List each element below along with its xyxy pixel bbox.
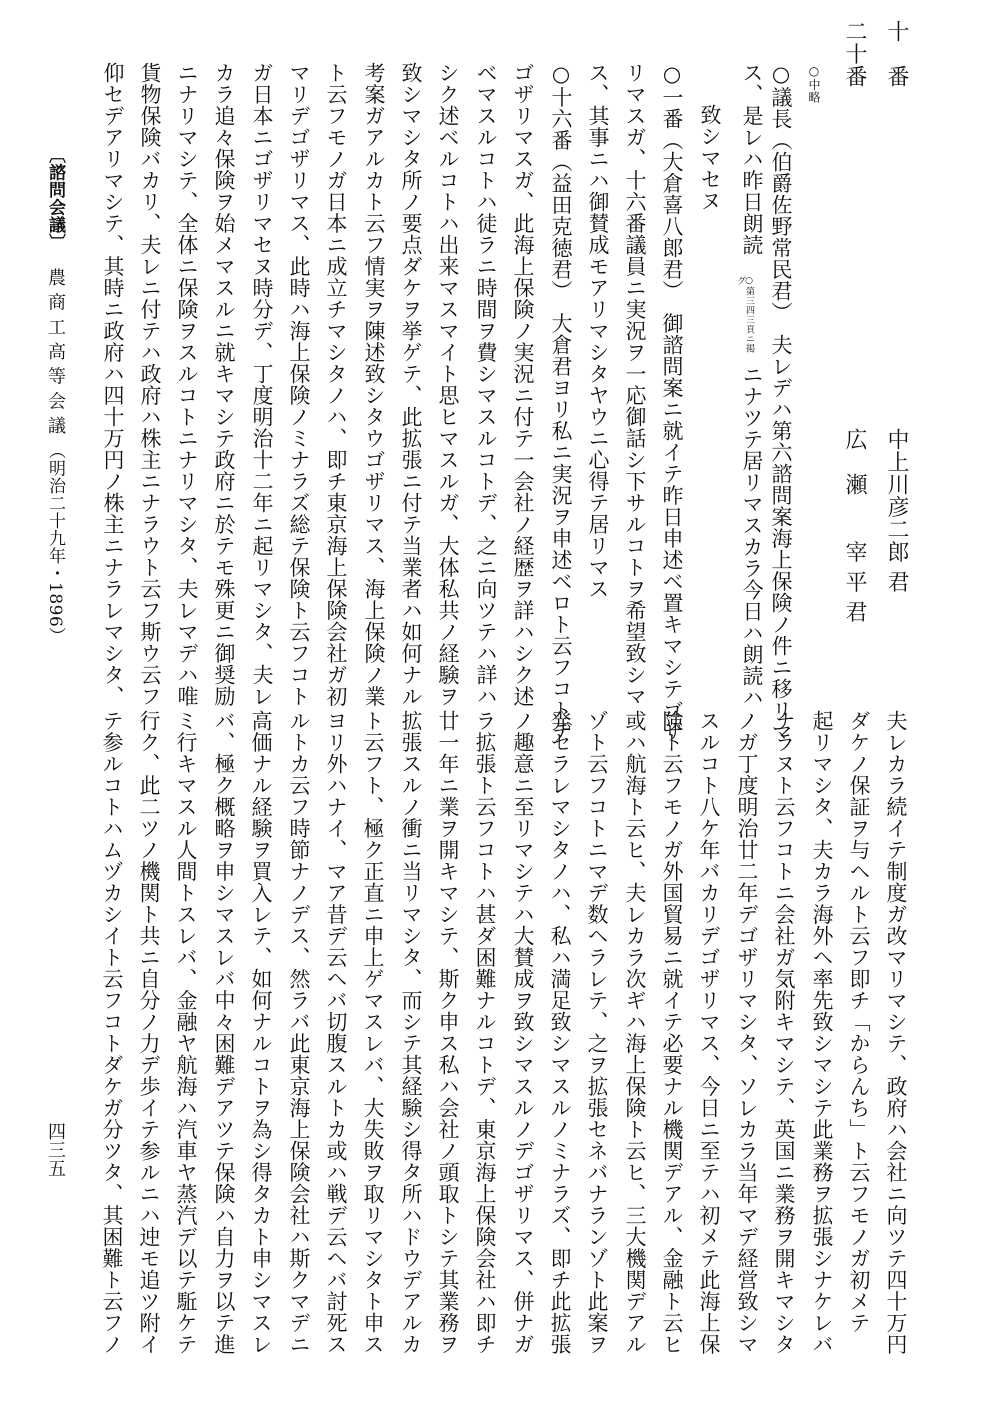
lower-line-19: バ、極ク概略ヲ申シマスレバ中々困難デアツテ保険ハ自力ヲ以テ進 [212, 710, 236, 1355]
lower-line-5: ノガ丁度明治廿二年デゴザリマシタ、ソレカラ当年マデ経営致シマ [735, 710, 759, 1355]
lower-line-16: ヨリ外ハナイ、マア昔デ云ヘバ切腹スルトカ或ハ戦デ云ヘバ討死ス [324, 710, 348, 1355]
upper-line-11: 致シマシタ所ノ要点ダケヲ挙ゲテ、此拡張ニ付テ当業者ハ如何ナル [399, 62, 423, 707]
member-name-2: 広 瀬 宰 平 君 [842, 428, 867, 623]
lower-line-3: 起リマシタ、夫カラ海外ヘ率先致シマシテ此業務ヲ拡張シナケレバ [810, 710, 834, 1355]
lower-line-11: ノ趣意ニ至リマシテハ大賛成ヲ致シマスルノデゴザリマス、併ナガ [511, 710, 535, 1355]
running-head-title: 農 商 工 高 等 会 議 [45, 268, 66, 435]
lower-line-7: 険ト云フモノガ外国貿易ニ就イテ必要ナル機関デアル、金融ト云ヒ [660, 710, 684, 1355]
upper-line-15: ガ日本ニゴザリマセヌ時分デ、丁度明治十二年ニ起リマシタ、夫レ [250, 62, 274, 707]
lower-line-22: テ参ルコトハムヅカシイト云フコトダケガ分ツタ、其困難ト云フノ [100, 710, 124, 1355]
lower-line-18: 高価ナル経験ヲ買入レテ、如何ナルコトヲ為シ得タカト申シマスレ [249, 710, 273, 1355]
upper-line-16: カラ追々保険ヲ始メマスルニ就キマシテ政府ニ於テモ殊更ニ御奨励 [212, 62, 236, 707]
lower-line-15: ト云フト、極ク正直ニ申上ゲマスレバ、大失敗ヲ取リマシタト申ス [361, 710, 385, 1355]
lower-line-4: ナラヌト云フコトニ会社ガ気附キマシテ、英国ニ業務ヲ開キマシタ [772, 710, 796, 1355]
lower-line-13: 廿一年ニ業ヲ開キマシテ、斯ク申ス私ハ会社ノ頭取トシテ其業務ヲ [436, 710, 460, 1355]
member-num-1: 十 番 [884, 20, 909, 88]
upper-line-7: ○十六番（益田克徳君） 大倉君ヨリ私ニ実況ヲ申述ベロト云フコトデ [549, 62, 573, 743]
lower-line-6: スルコト八ケ年バカリデゴザリマス、今日ニ至テハ初メテ此海上保 [697, 710, 721, 1355]
lower-line-2: ダケノ保証ヲ与ヘルト云フ即チ「からんち」ト云フモノガ初メテ [847, 710, 871, 1334]
upper-line-19: 仰セデアリマシテ、其時ニ政府ハ四十万円ノ株主ニナラレマシタ、 [101, 62, 125, 707]
upper-line-2-cont: ニナツテ居リマスカラ今日ハ朗読ハ [740, 364, 764, 708]
citation-note: ○第三四三頁ニ掲グ [735, 276, 754, 353]
lower-line-12: ラ拡張ト云フコトハ甚ダ困難ナルコトデ、東京海上保険会社ハ即チ [473, 710, 497, 1355]
upper-line-1: ○議長（伯爵佐野常民君） 夫レデハ第六諮問案海上保険ノ件ニ移リマ [769, 62, 793, 743]
upper-line-14: マリデゴザリマス、此時ハ海上保険ノミナラズ総テ保険ト云フコト [287, 62, 311, 707]
lower-line-14: 拡張スルノ衝ニ当リマシタ、而シテ其経験シ得タ所ハドウデアルカ [399, 710, 423, 1355]
member-num-2: 二十番 [842, 20, 867, 88]
upper-line-18: 貨物保険バカリ、夫レニ付テハ政府ハ株主ニナラウト云フ斯ウ云フ [138, 62, 162, 707]
upper-line-8: ゴザリマスガ、此海上保険ノ実況ニ付テ一会社ノ経歴ヲ詳ハシク述 [511, 62, 535, 707]
lower-line-17: ルトカ云フ時節ナノデス、然ラバ此東京海上保険会社ハ斯クマデニ [287, 710, 311, 1355]
upper-line-5: リマスガ、十六番議員ニ実況ヲ一応御話シ下サルコトヲ希望致シマ [623, 62, 647, 707]
lower-line-10: 発セラレマシタノハ、私ハ満足致シマスルノミナラズ、即チ此拡張 [548, 710, 572, 1355]
omitted-marker: ○中略 [807, 64, 821, 104]
upper-line-10: シク述ベルコトハ出来マスマイト思ヒマスルガ、大体私共ノ経験ヲ [436, 62, 460, 707]
lower-line-20: ミ行キマスル人間トスレバ、金融ヤ航海ハ汽車ヤ蒸汽デ以テ駈ケテ [174, 710, 198, 1355]
upper-line-12: 考案ガアルカト云フ情実ヲ陳述致シタウゴザリマス、海上保険ノ業 [362, 62, 386, 707]
page-number: 四三五 [45, 1122, 66, 1178]
running-head-section: 〔諮問会議〕 [45, 146, 65, 251]
upper-line-17: ニナリマシテ、全体ニ保険ヲスルコトニナリマシタ、夫レマデハ唯 [175, 62, 199, 707]
upper-line-2 [733, 62, 769, 708]
upper-line-6: ス、其事ニハ御賛成モアリマシタヤウニ心得テ居リマス [586, 62, 610, 600]
upper-line-2-text: ス、是レハ昨日朗読 [740, 62, 764, 256]
running-head-year: （明治二十九年・1896） [45, 442, 65, 645]
lower-line-21: 行ク、此二ツノ機関ト共ニ自分ノ力デ歩イテ参ルニハ迚モ追ツ附イ [137, 710, 161, 1355]
upper-line-4: ○一番（大倉喜八郎君） 御諮問案ニ就イテ昨日申述ベ置キマシテゴザ [660, 62, 684, 743]
upper-line-13: ト云フモノガ日本ニ成立チマシタノハ、即チ東京海上保険会社ガ初 [324, 62, 348, 707]
lower-line-8: 或ハ航海ト云ヒ、夫レカラ次ギハ海上保険ト云ヒ、三大機関デアル [623, 710, 647, 1355]
lower-line-1: 夫レカラ続イテ制度ガ改マリマシテ、政府ハ会社ニ向ツテ四十万円 [884, 710, 908, 1355]
upper-line-9: ベマスルコトハ徒ラニ時間ヲ費シマスルコトデ、之ニ向ツテハ詳ハ [474, 62, 498, 707]
lower-line-9: ゾト云フコトニマデ数ヘラレテ、之ヲ拡張セネバナランゾト此案ヲ [585, 710, 609, 1355]
upper-line-3: 致シマセヌ [698, 104, 722, 212]
member-name-1: 中上川彦二郎 君 [884, 428, 909, 593]
